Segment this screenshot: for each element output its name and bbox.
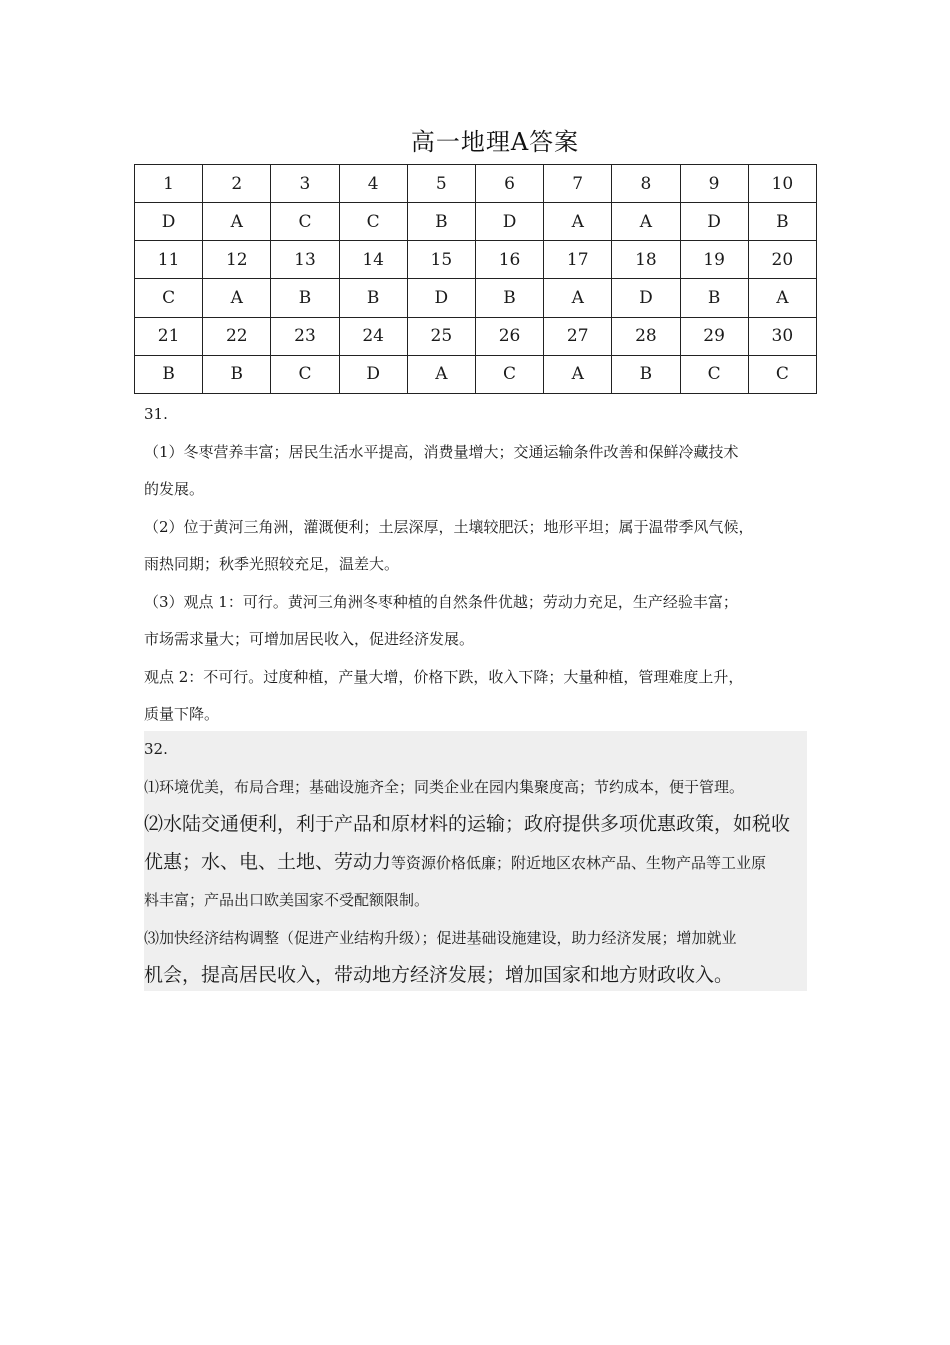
question-31 [144,396,814,734]
question-number-cell: 11 [135,241,203,279]
answer-cell: B [407,203,475,241]
question-number-cell: 21 [135,317,203,355]
q31-line-5: （3）观点 1：可行。黄河三角洲冬枣种植的自然条件优越；劳动力充足，生产经验丰富； [144,592,738,611]
answer-cell: A [203,203,271,241]
question-number-cell: 2 [203,165,271,203]
answer-cell: C [271,355,339,393]
q31-line-3: （2）位于黄河三角洲，灌溉便利；土层深厚，土壤较肥沃；地形平坦；属于温带季风气候， [144,517,754,536]
q32-line-3 [144,844,814,883]
answer-cell: D [407,279,475,317]
question-number-cell: 12 [203,241,271,279]
answer-cell: B [271,279,339,317]
question-number-cell: 18 [612,241,680,279]
question-number-cell: 6 [475,165,543,203]
question-number-cell: 17 [544,241,612,279]
q31-line-6: 市场需求量大；可增加居民收入，促进经济发展。 [144,630,475,648]
answer-cell: B [203,355,271,393]
question-number-cell: 27 [544,317,612,355]
answer-cell: C [680,355,748,393]
question-number-cell: 20 [748,241,816,279]
answer-table-row [135,203,817,241]
q31-line-8: 质量下降。 [144,705,220,723]
question-32 [144,731,814,995]
question-number-cell: 3 [271,165,339,203]
question-number-cell: 28 [612,317,680,355]
q32-line-3-part-a: 优惠；水、电、土地、劳动力 [144,850,392,873]
answer-cell: B [612,355,680,393]
q32-line-5: ⑶加快经济结构调整（促进产业结构升级）；促进基础设施建设，助力经济发展；增加就业 [144,928,737,947]
answer-cell: A [544,279,612,317]
answer-table-row [135,241,817,279]
answer-cell: C [135,279,203,317]
question-number-cell: 24 [339,317,407,355]
answer-cell: B [475,279,543,317]
question-number-cell: 7 [544,165,612,203]
answer-cell: A [748,279,816,317]
question-number-cell: 5 [407,165,475,203]
q31-line-1: （1）冬枣营养丰富；居民生活水平提高，消费量增大；交通运输条件改善和保鲜冷藏技术 [144,442,739,461]
page-title: 高一地理A答案 [410,128,580,156]
q32-line-3-part-b: 等资源价格低廉；附近地区农林产品、生物产品等工业原 [391,853,767,872]
question-number-cell: 26 [475,317,543,355]
answer-cell: A [612,203,680,241]
answer-cell: A [544,355,612,393]
answer-cell: B [339,279,407,317]
question-number-cell: 4 [339,165,407,203]
question-number-cell: 25 [407,317,475,355]
answer-cell: D [339,355,407,393]
answer-table [134,164,817,394]
question-number-cell: 9 [680,165,748,203]
answer-cell: D [612,279,680,317]
answer-cell: C [271,203,339,241]
question-32-number: 32. [144,740,168,758]
answer-cell: D [680,203,748,241]
answer-cell: B [748,203,816,241]
question-number-cell: 19 [680,241,748,279]
answer-cell: A [407,355,475,393]
q32-line-6: 机会，提高居民收入，带动地方经济发展；增加国家和地方财政收入。 [144,964,734,986]
q32-line-1: ⑴环境优美，布局合理；基础设施齐全；同类企业在园内集聚度高；节约成本，便于管理。 [144,777,745,796]
question-number-cell: 15 [407,241,475,279]
answer-table-row [135,317,817,355]
answer-cell: A [203,279,271,317]
q31-line-4: 雨热同期；秋季光照较充足，温差大。 [144,555,400,573]
q32-line-2: ⑵水陆交通便利，利于产品和原材料的运输；政府提供多项优惠政策，如税收 [144,813,791,835]
answer-table-row [135,355,817,393]
question-31-number: 31. [144,405,168,423]
answer-cell: D [135,203,203,241]
question-number-cell: 22 [203,317,271,355]
question-number-cell: 1 [135,165,203,203]
q31-line-2: 的发展。 [144,480,205,498]
answer-cell: D [475,203,543,241]
question-number-cell: 13 [271,241,339,279]
answer-cell: B [135,355,203,393]
answer-table-row [135,279,817,317]
answer-cell: C [475,355,543,393]
question-number-cell: 23 [271,317,339,355]
q31-line-7: 观点 2：不可行。过度种植，产量大增，价格下跌，收入下降；大量种植，管理难度上升， [144,667,744,686]
question-number-cell: 30 [748,317,816,355]
question-number-cell: 29 [680,317,748,355]
question-number-cell: 8 [612,165,680,203]
answer-cell: A [544,203,612,241]
question-number-cell: 10 [748,165,816,203]
question-number-cell: 16 [475,241,543,279]
answer-table-row [135,165,817,203]
q32-line-4: 料丰富；产品出口欧美国家不受配额限制。 [144,891,430,909]
answer-cell: C [339,203,407,241]
answer-cell: C [748,355,816,393]
answer-cell: B [680,279,748,317]
question-number-cell: 14 [339,241,407,279]
